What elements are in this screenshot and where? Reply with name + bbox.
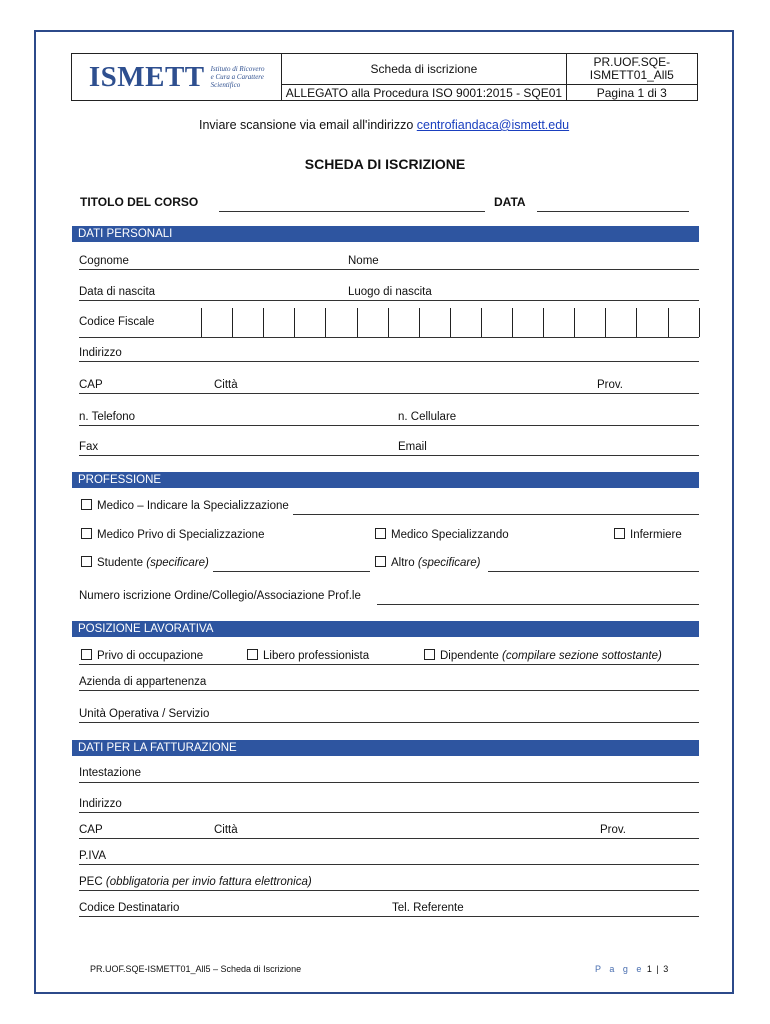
allegato-cell bbox=[282, 85, 566, 101]
email-label: Email bbox=[398, 441, 427, 453]
codice-fiscale-cell-divider bbox=[232, 308, 233, 337]
option-infermiere[interactable]: Infermiere bbox=[614, 528, 682, 541]
section-fatturazione: DATI PER LA FATTURAZIONE bbox=[72, 740, 699, 756]
piva-label: P.IVA bbox=[79, 850, 107, 862]
indirizzo-field[interactable] bbox=[79, 361, 699, 362]
option-medico-spec[interactable]: Medico – Indicare la Specializzazione bbox=[81, 499, 289, 512]
unita-field[interactable] bbox=[79, 722, 699, 723]
date-label: DATA bbox=[494, 195, 526, 209]
codice-fiscale-cell-divider bbox=[481, 308, 482, 337]
option-libero-professionista[interactable]: Libero professionista bbox=[247, 649, 369, 662]
logo-subtitle: Istituto di Ricovero e Cura a Carattere Scientifico bbox=[210, 65, 265, 89]
email-instruction: Inviare scansione via email all'indirizzo centrofiandaca@ismett.edu bbox=[199, 118, 570, 132]
allegato-text: ALLEGATO alla Procedura ISO 9001:2015 - SQE01 bbox=[285, 85, 563, 100]
pec-label: PEC (obbligatoria per invio fattura elettronica) bbox=[79, 876, 312, 888]
codice-destinatario-field[interactable] bbox=[79, 916, 699, 917]
fatt-cap-label: CAP bbox=[79, 824, 103, 836]
page-frame bbox=[34, 30, 734, 994]
cellulare-label: n. Cellulare bbox=[398, 411, 457, 423]
option-altro[interactable]: Altro (specificare) bbox=[375, 556, 481, 569]
indirizzo-label: Indirizzo bbox=[79, 347, 122, 359]
pec-field[interactable] bbox=[79, 890, 699, 891]
fax-email-field[interactable] bbox=[79, 455, 699, 456]
posizione-divider bbox=[79, 664, 699, 665]
logo-cell bbox=[72, 54, 282, 101]
option-medico-privo[interactable]: Medico Privo di Specializzazione bbox=[81, 528, 264, 541]
fatt-indirizzo-label: Indirizzo bbox=[79, 798, 122, 810]
option-specializzando[interactable]: Medico Specializzando bbox=[375, 528, 509, 541]
option-privo-occupazione[interactable]: Privo di occupazione bbox=[81, 649, 203, 662]
telefono-label: n. Telefono bbox=[79, 411, 136, 423]
codice-fiscale-cell-divider bbox=[325, 308, 326, 337]
option-dipendente[interactable]: Dipendente (compilare sezione sottostante) bbox=[424, 649, 662, 662]
course-title-field[interactable] bbox=[219, 211, 485, 212]
azienda-label: Azienda di appartenenza bbox=[79, 676, 207, 688]
intestazione-label: Intestazione bbox=[79, 767, 142, 779]
cap-citta-field[interactable] bbox=[79, 393, 699, 394]
ismett-logo: ISMETT bbox=[88, 60, 205, 93]
data-nascita-label: Data di nascita bbox=[79, 286, 156, 298]
luogo-nascita-label: Luogo di nascita bbox=[348, 286, 432, 298]
section-professione: PROFESSIONE bbox=[72, 472, 699, 488]
numero-iscrizione-field[interactable] bbox=[377, 604, 699, 605]
cap-label: CAP bbox=[79, 379, 103, 391]
doc-name-cell bbox=[282, 54, 566, 85]
footer-doc-ref: PR.UOF.SQE-ISMETT01_All5 – Scheda di Iscrizione bbox=[90, 964, 302, 974]
checkbox[interactable] bbox=[81, 649, 92, 660]
checkbox[interactable] bbox=[247, 649, 258, 660]
altro-field[interactable] bbox=[488, 571, 699, 572]
fatt-indirizzo-field[interactable] bbox=[79, 812, 699, 813]
azienda-field[interactable] bbox=[79, 690, 699, 691]
course-title-label: TITOLO DEL CORSO bbox=[80, 195, 199, 209]
cognome-field[interactable] bbox=[79, 269, 699, 270]
codice-fiscale-cell-divider bbox=[201, 308, 202, 337]
document-header bbox=[71, 53, 698, 101]
option-studente[interactable]: Studente (specificare) bbox=[81, 556, 209, 569]
prov-label: Prov. bbox=[597, 379, 623, 391]
pagina-cell bbox=[566, 85, 697, 101]
doc-name: Scheda di iscrizione bbox=[370, 62, 478, 76]
doc-code-cell bbox=[566, 54, 697, 85]
codice-fiscale-cell-divider bbox=[294, 308, 295, 337]
cognome-label: Cognome bbox=[79, 255, 129, 267]
codice-fiscale-cell-divider bbox=[450, 308, 451, 337]
codice-fiscale-cell-divider bbox=[636, 308, 637, 337]
codice-fiscale-cell-divider bbox=[388, 308, 389, 337]
checkbox[interactable] bbox=[81, 556, 92, 567]
unita-label: Unità Operativa / Servizio bbox=[79, 708, 210, 720]
section-dati-personali: DATI PERSONALI bbox=[72, 226, 699, 242]
checkbox[interactable] bbox=[424, 649, 435, 660]
codice-fiscale-label: Codice Fiscale bbox=[79, 316, 155, 328]
date-field[interactable] bbox=[537, 211, 689, 212]
fatt-cap-field[interactable] bbox=[79, 838, 699, 839]
codice-fiscale-cell-divider bbox=[605, 308, 606, 337]
tel-referente-label: Tel. Referente bbox=[392, 902, 464, 914]
email-link[interactable]: centrofiandaca@ismett.edu bbox=[416, 118, 570, 132]
checkbox[interactable] bbox=[375, 528, 386, 539]
form-title: SCHEDA DI ISCRIZIONE bbox=[304, 156, 466, 172]
codice-fiscale-baseline bbox=[79, 337, 699, 338]
checkbox[interactable] bbox=[81, 528, 92, 539]
fatt-citta-label: Città bbox=[214, 824, 238, 836]
piva-field[interactable] bbox=[79, 864, 699, 865]
specializzazione-field[interactable] bbox=[293, 514, 699, 515]
telefono-field[interactable] bbox=[79, 425, 699, 426]
codice-destinatario-label: Codice Destinatario bbox=[79, 902, 180, 914]
codice-fiscale-cell-divider bbox=[574, 308, 575, 337]
codice-fiscale-cell-divider bbox=[357, 308, 358, 337]
footer-page: P a g e 1 | 3 bbox=[595, 964, 670, 974]
codice-fiscale-cell-divider bbox=[543, 308, 544, 337]
numero-iscrizione-label: Numero iscrizione Ordine/Collegio/Associazione Prof.le bbox=[79, 590, 361, 602]
codice-fiscale-cell-divider bbox=[668, 308, 669, 337]
fatt-prov-label: Prov. bbox=[600, 824, 626, 836]
codice-fiscale-cell-divider bbox=[512, 308, 513, 337]
fax-label: Fax bbox=[79, 441, 99, 453]
checkbox[interactable] bbox=[81, 499, 92, 510]
doc-code-2: ISMETT01_All5 bbox=[589, 68, 674, 82]
codice-fiscale-cell-divider bbox=[419, 308, 420, 337]
intestazione-field[interactable] bbox=[79, 782, 699, 783]
checkbox[interactable] bbox=[375, 556, 386, 567]
pagina-text: Pagina 1 di 3 bbox=[596, 85, 667, 100]
nome-label: Nome bbox=[348, 255, 379, 267]
codice-fiscale-cell-divider bbox=[699, 308, 700, 337]
doc-code-1: PR.UOF.SQE- bbox=[593, 55, 671, 69]
data-nascita-field[interactable] bbox=[79, 300, 699, 301]
section-posizione-lavorativa: POSIZIONE LAVORATIVA bbox=[72, 621, 699, 637]
codice-fiscale-cell-divider bbox=[263, 308, 264, 337]
checkbox[interactable] bbox=[614, 528, 625, 539]
citta-label: Città bbox=[214, 379, 238, 391]
studente-field[interactable] bbox=[213, 571, 370, 572]
